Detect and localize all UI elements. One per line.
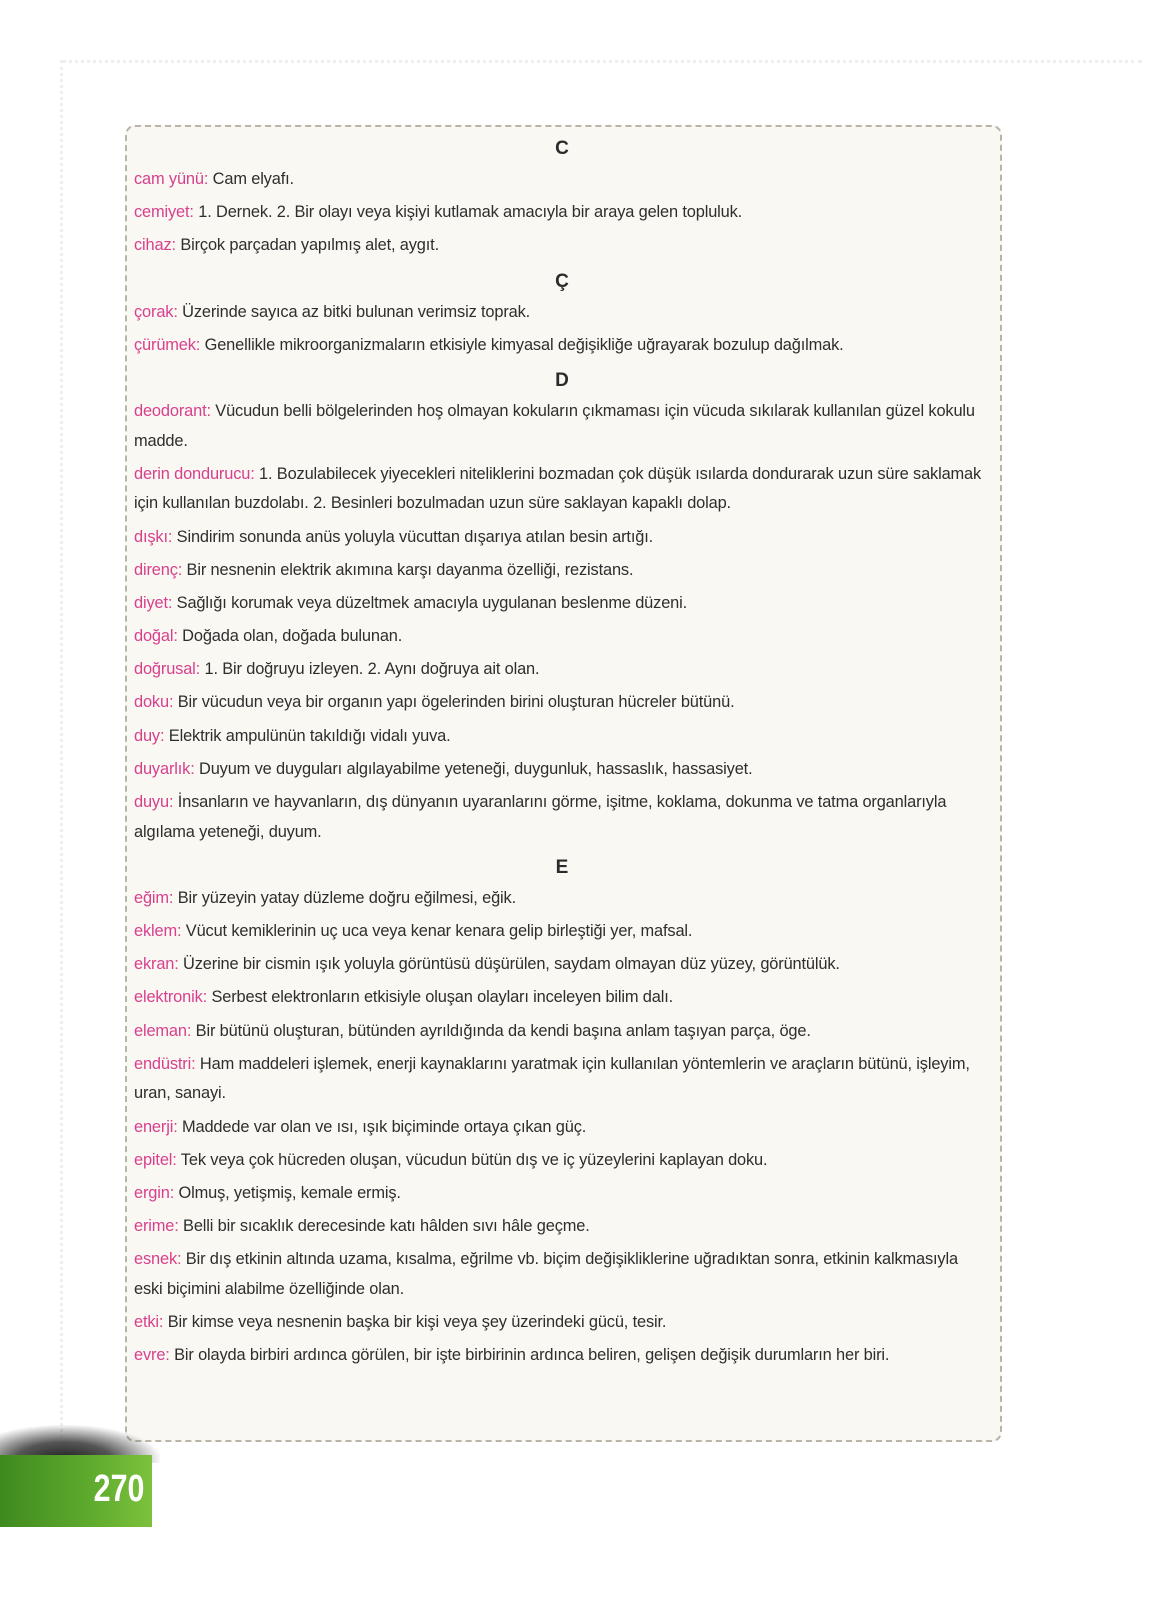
entry-definition: Bir dış etkinin altında uzama, kısalma, eğrilme vb. biçim değişikliklerine uğradıktan sonra, etkinin kalkmasıyla eski biçimini alabilme özelliğinde olan. [134, 1250, 958, 1298]
entry-term: çürümek: [134, 335, 201, 354]
glossary-entry [134, 523, 990, 553]
entry-term: epitel: [134, 1150, 177, 1169]
entry-definition: Maddede var olan ve ısı, ışık biçiminde ortaya çıkan güç. [177, 1117, 587, 1136]
entry-term: deodorant: [134, 401, 211, 420]
entry-definition: Genellikle mikroorganizmaların etkisiyle kimyasal değişikliğe uğrayarak bozulup dağılmak. [200, 335, 844, 354]
entry-term: cihaz: [134, 236, 176, 255]
section-letter: C [555, 138, 569, 159]
page-number: 270 [93, 1468, 144, 1510]
entry-definition: Belli bir sıcaklık derecesinde katı hâlden sıvı hâle geçme. [178, 1217, 590, 1236]
entry-definition: Olmuş, yetişmiş, kemale ermiş. [174, 1183, 401, 1202]
glossary-entry [134, 1212, 990, 1242]
glossary-entry [134, 1050, 990, 1109]
glossary-entry [134, 1017, 990, 1047]
section-letter: Ç [555, 270, 569, 292]
entry-definition: 1. Bir doğruyu izleyen. 2. Aynı doğruya ait olan. [200, 660, 540, 679]
entry-term: dışkı: [134, 527, 173, 546]
entry-term: direnç: [134, 560, 183, 579]
section-letter: D [555, 369, 569, 391]
glossary-entry [134, 198, 990, 228]
entry-definition: Tek veya çok hücreden oluşan, vücudun bütün dış ve iç yüzeylerini kaplayan doku. [176, 1150, 768, 1169]
entry-term: evre: [134, 1346, 170, 1365]
glossary-entry [134, 165, 990, 195]
glossary-entry [134, 231, 990, 261]
entry-definition: Bir nesnenin elektrik akımına karşı dayanma özelliği, rezistans. [182, 560, 634, 579]
entry-term: esnek: [134, 1250, 182, 1269]
entry-term: cam yünü: [134, 170, 209, 188]
entry-definition: Cam elyafı. [208, 170, 294, 188]
page-border-dotted-top [62, 60, 1142, 63]
entry-term: etki: [134, 1313, 164, 1332]
entry-term: doğal: [134, 627, 178, 646]
glossary-entry [134, 722, 990, 752]
glossary-entry [134, 1113, 990, 1143]
entry-term: ekran: [134, 955, 179, 974]
entry-term: diyet: [134, 593, 173, 612]
entry-definition: Bir vücudun veya bir organın yapı ögelerinden birini oluşturan hücreler bütünü. [173, 693, 735, 712]
entry-term: elektronik: [134, 988, 208, 1007]
glossary-entry [134, 688, 990, 718]
glossary-entry [134, 589, 990, 619]
entry-term: ergin: [134, 1183, 175, 1202]
entry-term: eleman: [134, 1021, 192, 1040]
glossary-entry [134, 460, 990, 519]
glossary-entry [134, 1146, 990, 1176]
entry-definition: Üzerinde sayıca az bitki bulunan verimsiz toprak. [177, 302, 531, 321]
glossary-entry [134, 788, 990, 847]
entry-term: duyu: [134, 793, 174, 811]
entry-term: eklem: [134, 921, 182, 940]
entry-definition: Birçok parçadan yapılmış alet, aygıt. [175, 236, 439, 255]
entry-term: çorak: [134, 302, 178, 321]
glossary-entry [134, 884, 990, 914]
entry-term: doğrusal: [134, 660, 201, 679]
entry-definition: Sindirim sonunda anüs yoluyla vücuttan dışarıya atılan besin artığı. [172, 527, 654, 546]
page-border-dotted-left [60, 60, 63, 1450]
entry-definition: Ham maddeleri işlemek, enerji kaynaklarını yaratmak için kullanılan yöntemlerin ve araçların bütünü, işleyim, uran, sanayi. [134, 1054, 970, 1103]
entry-definition: Vücut kemiklerinin uç uca veya kenar kenara gelip birleştiği yer, mafsal. [181, 921, 693, 940]
entry-definition: Bir olayda birbiri ardınca görülen, bir işte birbirinin ardınca beliren, gelişen değişik durumların her biri. [169, 1346, 890, 1365]
glossary-entry [134, 917, 990, 947]
entry-definition: Elektrik ampulünün takıldığı vidalı yuva. [164, 726, 451, 745]
glossary-entry [134, 397, 990, 456]
glossary-entry [134, 331, 990, 361]
entry-definition: Doğada olan, doğada bulunan. [177, 627, 403, 646]
entry-definition: Sağlığı korumak veya düzeltmek amacıyla uygulanan beslenme düzeni. [172, 593, 688, 612]
entry-term: eğim: [134, 888, 174, 907]
glossary-entry [134, 1341, 990, 1371]
entry-definition: Üzerine bir cismin ışık yoluyla görüntüsü düşürülen, saydam olmayan düz yüzey, görüntülük. [178, 955, 840, 974]
entry-term: endüstri: [134, 1054, 196, 1073]
glossary-entry [134, 950, 990, 980]
entry-term: enerji: [134, 1117, 178, 1136]
entry-term: erime: [134, 1217, 179, 1236]
glossary-entry [134, 298, 990, 328]
entry-definition: İnsanların ve hayvanların, dış dünyanın uyaranlarını görme, işitme, koklama, dokunma ve tatma organlarıyla algılama yeteneği, duyum. [134, 793, 947, 841]
entry-term: cemiyet: [134, 203, 194, 222]
glossary-entry [134, 1245, 990, 1304]
entry-term: duyarlık: [134, 759, 195, 778]
glossary-entry [134, 1308, 990, 1338]
section-letter: E [555, 856, 569, 878]
entry-definition: Bir yüzeyin yatay düzleme doğru eğilmesi, eğik. [173, 888, 516, 907]
entry-definition: 1. Bozulabilecek yiyecekleri niteliklerini bozmadan çok düşük ısılarda dondurarak uzun süre saklamak için kullanılan buzdolabı. 2. Besinleri bozulmadan uzun süre saklayan kapaklı dolap. [134, 464, 982, 513]
entry-term: derin dondurucu: [134, 464, 255, 483]
entry-term: duy: [134, 726, 165, 745]
entry-term: doku: [134, 693, 174, 712]
glossary-entry [134, 1179, 990, 1209]
glossary-entry [134, 556, 990, 586]
glossary-entry [134, 655, 990, 685]
entry-definition: 1. Dernek. 2. Bir olayı veya kişiyi kutlamak amacıyla bir araya gelen topluluk. [193, 203, 743, 222]
entry-definition: Vücudun belli bölgelerinden hoş olmayan kokuların çıkmaması için vücuda sıkılarak kullanılan güzel kokulu madde. [134, 401, 975, 450]
entry-definition: Serbest elektronların etkisiyle oluşan olayları inceleyen bilim dalı. [207, 988, 674, 1007]
glossary-entry [134, 755, 990, 785]
entry-definition: Duyum ve duyguları algılayabilme yeteneği, duygunluk, hassaslık, hassasiyet. [194, 759, 753, 778]
entry-definition: Bir bütünü oluşturan, bütünden ayrıldığında da kendi başına anlam taşıyan parça, öge. [191, 1021, 811, 1040]
glossary-entry [134, 622, 990, 652]
glossary-box [125, 125, 1002, 1442]
entry-definition: Bir kimse veya nesnenin başka bir kişi veya şey üzerindeki gücü, tesir. [163, 1313, 667, 1332]
page-number-tab [0, 1455, 152, 1527]
glossary-entry [134, 983, 990, 1013]
